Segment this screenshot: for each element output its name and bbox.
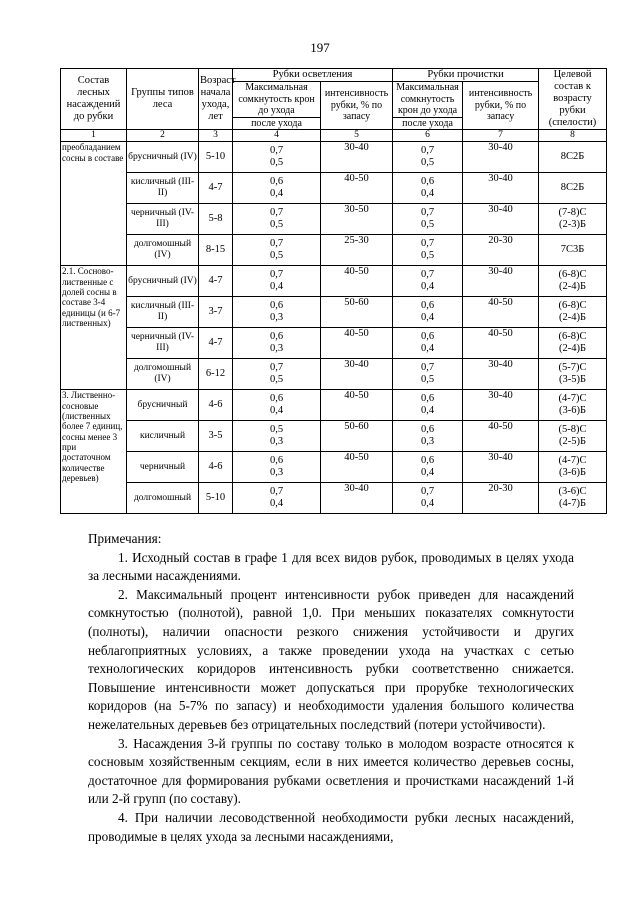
thinning-closure-cell-top: 0,7 [420,486,435,498]
forest-type-cell: черничный (IV-III) [127,328,199,359]
cleaning-closure-cell [233,421,321,452]
thinning-closure-cell-top: 0,6 [420,300,435,312]
cleaning-intensity-cell: 50-60 [321,421,393,452]
target-composition-cell-bottom: (4-7)Б [559,498,587,510]
table-row [61,204,607,235]
target-composition-cell-bottom: (3-6)Б [559,405,587,417]
cleaning-closure-cell-bottom: 0,5 [269,250,284,262]
cleaning-intensity-cell: 40-50 [321,173,393,204]
thinning-closure-cell [393,173,463,204]
target-composition-cell-top: 7С3Б [560,244,585,256]
forest-type-cell: долгомошный (IV) [127,359,199,390]
thinning-intensity-cell: 30-40 [463,266,539,297]
cleaning-closure-cell-bottom: 0,3 [269,343,284,355]
cleaning-closure-cell [233,390,321,421]
thinning-closure-cell-bottom: 0,4 [420,188,435,200]
target-composition-cell [539,421,607,452]
cleaning-closure-cell-top: 0,7 [269,238,284,250]
cleaning-closure-cell [233,359,321,390]
forest-type-cell: брусничный (IV) [127,142,199,173]
thinning-closure-cell-top: 0,7 [420,238,435,250]
table-row [61,390,607,421]
forest-type-cell: черничный (IV-III) [127,204,199,235]
thinning-closure-cell-top: 0,6 [420,455,435,467]
cleaning-closure-cell-bottom: 0,3 [269,436,284,448]
cleaning-closure-cell [233,204,321,235]
thinning-closure-cell-bottom: 0,4 [420,281,435,293]
thinning-closure-cell-top: 0,7 [420,145,435,157]
forest-type-cell: черничный [127,452,199,483]
cleaning-intensity-cell: 40-50 [321,266,393,297]
cleaning-intensity-cell: 30-40 [321,359,393,390]
target-composition-cell [539,328,607,359]
cleaning-closure-cell [233,297,321,328]
table-row [61,483,607,514]
table-row [61,359,607,390]
target-composition-cell-top: (3-6)С [558,486,587,498]
forest-type-cell: долгомошный [127,483,199,514]
age-cell: 5-10 [199,142,233,173]
thinning-closure-cell [393,204,463,235]
target-composition-cell-top: (5-8)С [558,424,587,436]
col-number: 4 [233,130,321,142]
thinning-intensity-cell: 40-50 [463,328,539,359]
thinning-closure-cell-bottom: 0,5 [420,157,435,169]
cleaning-closure-cell [233,173,321,204]
forest-type-cell: кисличный (III-II) [127,297,199,328]
cleaning-closure-cell-top: 0,7 [269,362,284,374]
target-composition-cell [539,266,607,297]
table-row [61,421,607,452]
target-composition-cell [539,359,607,390]
age-cell: 3-7 [199,297,233,328]
cleaning-closure-cell-bottom: 0,3 [269,312,284,324]
thinning-closure-cell-bottom: 0,4 [420,312,435,324]
cleaning-closure-cell-bottom: 0,3 [269,467,284,479]
thinning-closure-cell-top: 0,7 [420,207,435,219]
table-row [61,173,607,204]
silviculture-table [60,68,607,514]
target-composition-cell [539,235,607,266]
age-cell: 5-8 [199,204,233,235]
header-max-closure-1: Максимальная сомкнутость крон до ухода [233,82,321,118]
thinning-intensity-cell: 20-30 [463,235,539,266]
header-age: Возраст начала ухода, лет [199,69,233,130]
cleaning-intensity-cell: 30-50 [321,204,393,235]
thinning-closure-cell-bottom: 0,3 [420,436,435,448]
target-composition-cell-top: (7-8)С [558,207,587,219]
target-composition-cell-top: (6-8)С [558,331,587,343]
cleaning-closure-cell-top: 0,6 [269,176,284,188]
target-composition-cell-bottom: (2-4)Б [559,281,587,293]
target-composition-cell [539,452,607,483]
thinning-closure-cell-top: 0,7 [420,362,435,374]
thinning-closure-cell-bottom: 0,4 [420,405,435,417]
age-cell: 4-7 [199,328,233,359]
forest-type-cell: кисличный [127,421,199,452]
cleaning-closure-cell-top: 0,5 [269,424,284,436]
target-composition-cell [539,483,607,514]
target-composition-cell-bottom: (2-4)Б [559,343,587,355]
header-target-composition: Целевой состав к возрасту рубки (спелости) [539,69,607,130]
table-row [61,266,607,297]
thinning-closure-cell-bottom: 0,4 [420,467,435,479]
cleaning-closure-cell-bottom: 0,4 [269,498,284,510]
col-number: 6 [393,130,463,142]
cleaning-closure-cell-bottom: 0,5 [269,374,284,386]
cleaning-closure-cell [233,235,321,266]
forest-type-cell: долгомошный (IV) [127,235,199,266]
thinning-intensity-cell: 30-40 [463,452,539,483]
thinning-closure-cell [393,297,463,328]
thinning-closure-cell-top: 0,6 [420,176,435,188]
group-composition: преобладанием сосны в составе [61,142,127,266]
target-composition-cell-top: (6-8)С [558,300,587,312]
target-composition-cell-bottom: (3-5)Б [559,374,587,386]
target-composition-cell-top: (5-7)С [558,362,587,374]
col-number: 7 [463,130,539,142]
cleaning-closure-cell-top: 0,7 [269,207,284,219]
notes-section [88,530,574,846]
thinning-closure-cell-bottom: 0,5 [420,219,435,231]
thinning-closure-cell-bottom: 0,5 [420,250,435,262]
cleaning-intensity-cell: 40-50 [321,328,393,359]
thinning-closure-cell-top: 0,6 [420,393,435,405]
cleaning-closure-cell-top: 0,7 [269,486,284,498]
header-forest-type: Группы типов леса [127,69,199,130]
header-composition: Состав лесных насаждений до рубки [61,69,127,130]
cleaning-closure-cell [233,142,321,173]
age-cell: 6-12 [199,359,233,390]
group-composition: 3. Лиственно-сосновые (лиственных более 7 единиц, сосны менее 3 при достаточном количестве деревьев) [61,390,127,514]
header-intensity-1: интенсивность рубки, % по запасу [321,82,393,130]
target-composition-cell-bottom: (3-6)Б [559,467,587,479]
group-composition: 2.1. Сосново-лиственные с долей сосны в составе 3-4 единицы (и 6-7 лиственных) [61,266,127,390]
header-cleaning-cuts: Рубки осветления [233,69,393,82]
col-number: 1 [61,130,127,142]
age-cell: 4-6 [199,452,233,483]
target-composition-cell-top: 8С2Б [560,182,585,194]
header-max-closure-2: Максимальная сомкнутость крон до ухода [393,82,463,118]
thinning-closure-cell [393,390,463,421]
target-composition-cell [539,390,607,421]
thinning-closure-cell-top: 0,7 [420,269,435,281]
cleaning-closure-cell [233,266,321,297]
forest-type-cell: брусничный (IV) [127,266,199,297]
thinning-closure-cell [393,421,463,452]
table-row [61,452,607,483]
thinning-intensity-cell: 40-50 [463,297,539,328]
target-composition-cell-bottom: (2-4)Б [559,312,587,324]
table-row [61,297,607,328]
table-row [61,142,607,173]
age-cell: 8-15 [199,235,233,266]
thinning-closure-cell [393,359,463,390]
cleaning-closure-cell-top: 0,7 [269,145,284,157]
note-item: 4. При наличии лесоводственной необходимости рубки лесных насаждений, проводимые в целях ухода за лесными насаждениями, [88,809,574,844]
cleaning-closure-cell [233,483,321,514]
header-intensity-2: интенсивность рубки, % по запасу [463,82,539,130]
age-cell: 4-6 [199,390,233,421]
header-after-care-1: после ухода [233,117,321,130]
target-composition-cell [539,142,607,173]
cleaning-intensity-cell: 30-40 [321,142,393,173]
target-composition-cell-top: (4-7)С [558,455,587,467]
note-item: 1. Исходный состав в графе 1 для всех видов рубок, проводимых в целях ухода за лесными насаждениями. [88,549,574,584]
cleaning-intensity-cell: 40-50 [321,390,393,421]
target-composition-cell-top: 8С2Б [560,151,585,163]
thinning-intensity-cell: 30-40 [463,204,539,235]
cleaning-closure-cell-bottom: 0,5 [269,219,284,231]
age-cell: 4-7 [199,266,233,297]
target-composition-cell-top: (4-7)С [558,393,587,405]
forest-type-cell: кисличный (III-II) [127,173,199,204]
col-number: 8 [539,130,607,142]
target-composition-cell [539,204,607,235]
thinning-closure-cell-top: 0,6 [420,424,435,436]
table-row [61,328,607,359]
thinning-closure-cell [393,483,463,514]
cleaning-intensity-cell: 40-50 [321,452,393,483]
note-item: 3. Насаждения 3-й группы по составу только в молодом возрасте относятся к сосновым хозяйственным секциям, если в них имеется количество деревьев сосны, достаточное для формирования рубками осветления и прочистками насаждений 1-й или 2-й групп (по составу). [88,735,574,807]
thinning-closure-cell [393,452,463,483]
thinning-intensity-cell: 30-40 [463,359,539,390]
cleaning-intensity-cell: 50-60 [321,297,393,328]
thinning-intensity-cell: 30-40 [463,173,539,204]
thinning-closure-cell-bottom: 0,4 [420,343,435,355]
page-number: 197 [310,40,330,55]
col-number: 2 [127,130,199,142]
col-number: 3 [199,130,233,142]
thinning-intensity-cell: 30-40 [463,142,539,173]
target-composition-cell-bottom: (2-5)Б [559,436,587,448]
cleaning-closure-cell-top: 0,6 [269,455,284,467]
cleaning-closure-cell-top: 0,6 [269,331,284,343]
thinning-closure-cell [393,235,463,266]
cleaning-closure-cell-top: 0,6 [269,300,284,312]
cleaning-closure-cell-bottom: 0,4 [269,405,284,417]
header-thinning-cuts: Рубки прочистки [393,69,539,82]
thinning-closure-cell [393,266,463,297]
thinning-intensity-cell: 30-40 [463,390,539,421]
cleaning-closure-cell [233,452,321,483]
cleaning-closure-cell [233,328,321,359]
header-after-care-2: после ухода [393,117,463,130]
note-item: 2. Максимальный процент интенсивности рубок приведен для насаждений сомкнутостью (полнотой), равной 1,0. При меньших показателях сомкнутости (полноты), наличии опасности резкого снижения устойчивости и других неблагоприятных условиях, а также проведении ухода на участках с сетью технологических коридоров интенсивность рубки соответственно снижается. Повышение интенсивности может допускаться при прорубке технологических коридоров (на 5-7% по запасу) и необходимости удаления большого количества нежелательных деревьев без отрицательных последствий (потери устойчивости). [88,586,574,732]
notes-title: Примечания: [88,531,162,546]
age-cell: 4-7 [199,173,233,204]
table-body [61,142,607,514]
cleaning-intensity-cell: 30-40 [321,483,393,514]
thinning-closure-cell-bottom: 0,5 [420,374,435,386]
cleaning-intensity-cell: 25-30 [321,235,393,266]
cleaning-closure-cell-bottom: 0,5 [269,157,284,169]
target-composition-cell [539,173,607,204]
target-composition-cell-bottom: (2-3)Б [559,219,587,231]
table-row [61,235,607,266]
age-cell: 5-10 [199,483,233,514]
thinning-closure-cell-bottom: 0,4 [420,498,435,510]
target-composition-cell-top: (6-8)С [558,269,587,281]
cleaning-closure-cell-top: 0,6 [269,393,284,405]
age-cell: 3-5 [199,421,233,452]
forest-type-cell: брусничный [127,390,199,421]
thinning-closure-cell-top: 0,6 [420,331,435,343]
cleaning-closure-cell-bottom: 0,4 [269,188,284,200]
cleaning-closure-cell-bottom: 0,4 [269,281,284,293]
target-composition-cell [539,297,607,328]
thinning-closure-cell [393,142,463,173]
thinning-intensity-cell: 40-50 [463,421,539,452]
cleaning-closure-cell-top: 0,7 [269,269,284,281]
col-number: 5 [321,130,393,142]
thinning-closure-cell [393,328,463,359]
thinning-intensity-cell: 20-30 [463,483,539,514]
